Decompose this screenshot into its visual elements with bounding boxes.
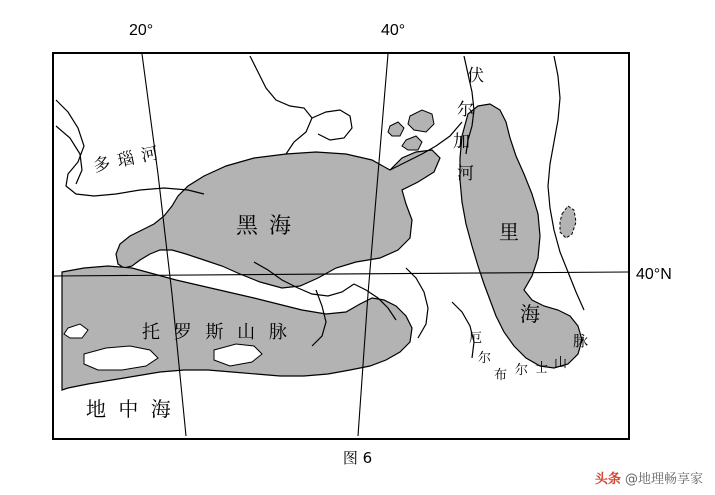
longitude-label-20: 20° — [129, 22, 154, 39]
map-frame — [52, 52, 630, 440]
map-label-elburz-7: 脉 — [573, 332, 589, 350]
map-label-danube: 多 瑙 河 — [91, 143, 162, 177]
longitude-label-40: 40° — [381, 22, 406, 39]
map-label-elburz-4: 尔 — [515, 363, 529, 378]
map-label-elburz-5: 士 — [535, 361, 549, 376]
map-label-elburz-1: 厄 — [469, 331, 483, 346]
map-label-elburz-3: 布 — [494, 368, 508, 383]
map-label-caspian-2: 海 — [520, 302, 540, 326]
map-label-volga-1: 伏 — [467, 66, 484, 86]
map-label-black-sea: 黑 海 — [236, 214, 293, 239]
map-label-elburz-6: 山 — [554, 356, 568, 371]
figure-caption: 图 6 — [342, 449, 373, 467]
map-label-volga-4: 河 — [457, 164, 474, 184]
map-label-mediterranean: 地 中 海 — [86, 397, 174, 421]
watermark — [595, 468, 703, 487]
latitude-label-40n: 40°N — [636, 266, 672, 283]
map-label-caspian-1: 里 — [499, 220, 519, 244]
map-label-elburz-2: 尔 — [478, 351, 492, 366]
watermark-account: @地理畅享家 — [624, 472, 703, 487]
watermark-brand: 头条 — [594, 472, 621, 487]
map-label-taurus: 托 罗 斯 山 脉 — [142, 322, 291, 343]
map-label-volga-3: 加 — [453, 132, 470, 152]
map-graphic — [54, 54, 628, 438]
map-label-volga-2: 尔 — [457, 100, 474, 120]
